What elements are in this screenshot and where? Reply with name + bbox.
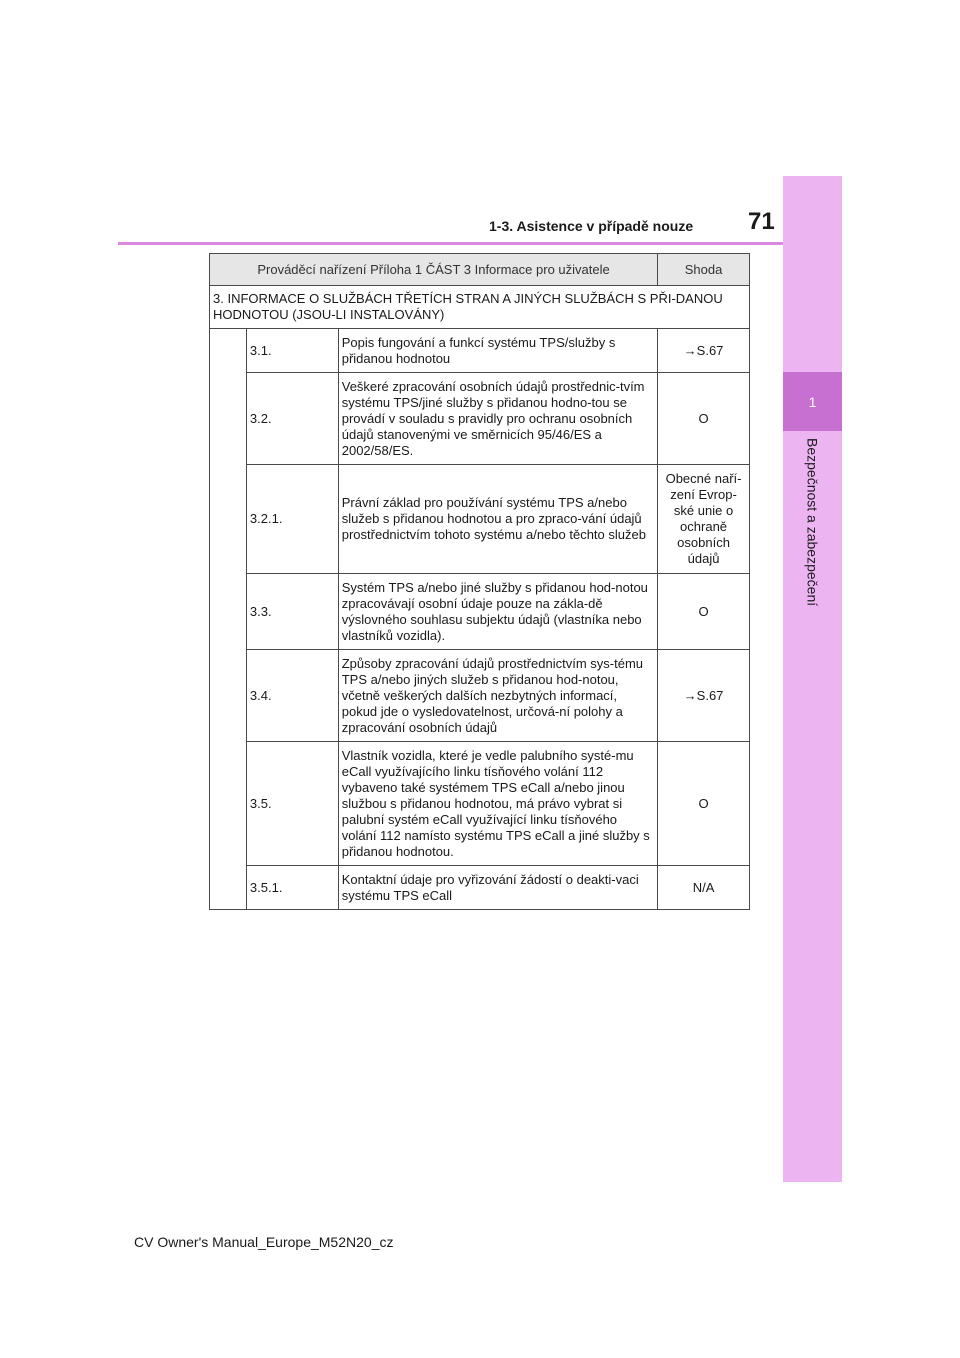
row-text: Veškeré zpracování osobních údajů prostřednic-tvím systému TPS/jiné služby s přidanou hodno-tou se provádí v souladu s pravidly pro ochranu osobních údajů stanovenými ve směrnicích 95/46/ES a 2002/58/ES. bbox=[338, 373, 657, 465]
header-regulation: Prováděcí nařízení Příloha 1 ČÁST 3 Informace pro uživatele bbox=[210, 254, 658, 286]
row-compliance: O bbox=[658, 574, 750, 650]
row-text: Vlastník vozidla, které je vedle palubního systé-mu eCall využívajícího linku tísňového volání 112 vybaveno také systémem TPS eCall a/nebo jinou službou s přidanou hodnotou, má právo vybrat si palubní systém eCall využívající linku tísňového volání 112 namísto systému TPS eCall a jiné služby s přidanou hodnotou. bbox=[338, 742, 657, 866]
row-compliance: →S.67 bbox=[658, 650, 750, 742]
page-number: 71 bbox=[748, 208, 775, 235]
section-title: 1-3. Asistence v případě nouze bbox=[489, 218, 694, 234]
header-divider bbox=[118, 242, 783, 245]
footer-text: CV Owner's Manual_Europe_M52N20_cz bbox=[134, 1234, 394, 1250]
row-text: Popis fungování a funkcí systému TPS/služby s přidanou hodnotou bbox=[338, 329, 657, 373]
row-number: 3.5.1. bbox=[246, 866, 338, 910]
row-number: 3.2. bbox=[246, 373, 338, 465]
table-row bbox=[210, 465, 750, 574]
row-text: Systém TPS a/nebo jiné služby s přidanou hod-notou zpracovávají osobní údaje pouze na zákla-dě výslovného souhlasu subjektu údajů (vlastníka nebo vlastníků vozidla). bbox=[338, 574, 657, 650]
row-compliance: O bbox=[658, 373, 750, 465]
row-compliance: O bbox=[658, 742, 750, 866]
row-compliance: N/A bbox=[658, 866, 750, 910]
indent-cell bbox=[210, 329, 247, 910]
chapter-side-tab bbox=[783, 176, 842, 1182]
table-row bbox=[210, 329, 750, 373]
table-row bbox=[210, 373, 750, 465]
row-text: Způsoby zpracování údajů prostřednictvím sys-tému TPS a/nebo jiných služeb s přidanou hod-notou, včetně veškerých dalších nezbytných informací, pokud jde o vysledovatelnost, určová-ní polohy a zpracování osobních údajů bbox=[338, 650, 657, 742]
chapter-label: Bezpečnost a zabezpečení bbox=[804, 438, 821, 607]
row-number: 3.1. bbox=[246, 329, 338, 373]
row-number: 3.3. bbox=[246, 574, 338, 650]
row-text: Kontaktní údaje pro vyřizování žádostí o deakti-vaci systému TPS eCall bbox=[338, 866, 657, 910]
row-compliance: Obecné naří-zení Evrop-ské unie o ochraně osobních údajů bbox=[658, 465, 750, 574]
table-row bbox=[210, 866, 750, 910]
table-header-row bbox=[210, 254, 750, 286]
chapter-number-badge: 1 bbox=[783, 372, 842, 431]
row-text: Právní základ pro používání systému TPS a/nebo služeb s přidanou hodnotou a pro zpraco-vání údajů prostřednictvím tohoto systému a/nebo těchto služeb bbox=[338, 465, 657, 574]
table-row bbox=[210, 650, 750, 742]
section-heading: 3. INFORMACE O SLUŽBÁCH TŘETÍCH STRAN A JINÝCH SLUŽBÁCH S PŘI-DANOU HODNOTOU (JSOU-LI INSTALOVÁNY) bbox=[210, 286, 750, 329]
section-heading-row bbox=[210, 286, 750, 329]
row-compliance: →S.67 bbox=[658, 329, 750, 373]
row-number: 3.2.1. bbox=[246, 465, 338, 574]
table-row bbox=[210, 742, 750, 866]
row-number: 3.5. bbox=[246, 742, 338, 866]
header-compliance: Shoda bbox=[658, 254, 750, 286]
row-number: 3.4. bbox=[246, 650, 338, 742]
table-row bbox=[210, 574, 750, 650]
compliance-table bbox=[209, 253, 750, 910]
